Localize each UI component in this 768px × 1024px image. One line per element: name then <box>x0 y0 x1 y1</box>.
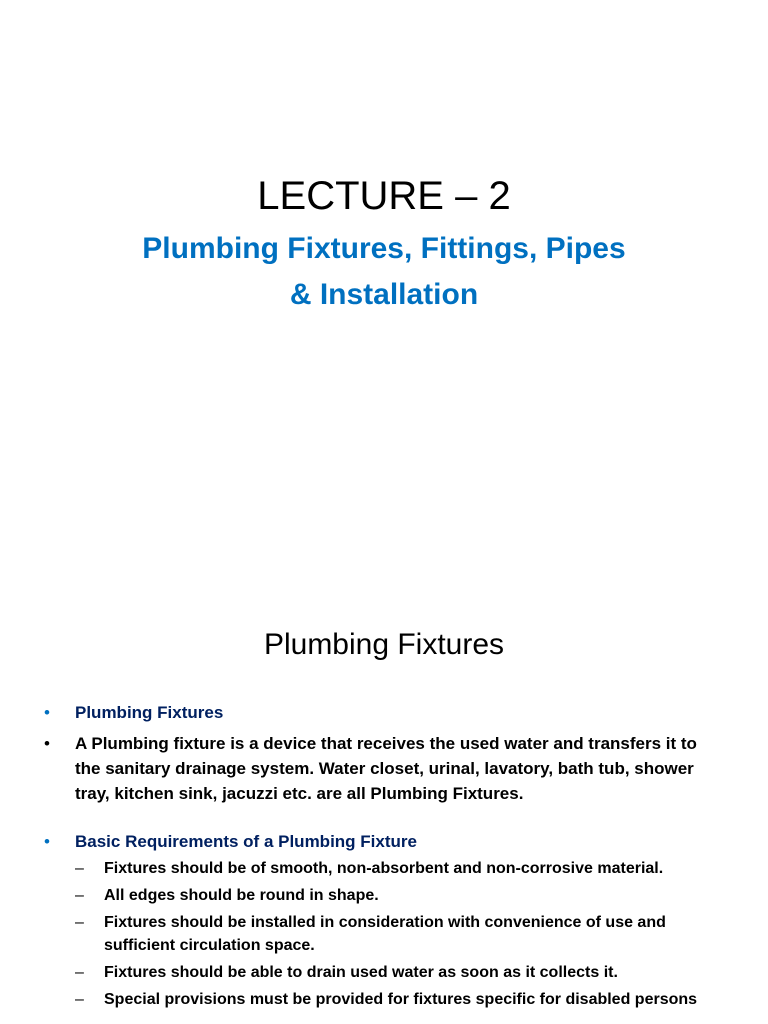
subtitle-line-2: & Installation <box>289 278 479 311</box>
requirement-text: Fixtures should be of smooth, non-absorbent and non-corrosive material. <box>104 860 664 877</box>
bullet-text: Plumbing Fixtures <box>75 703 224 722</box>
dash-marker: – <box>75 860 84 877</box>
bullet-marker: • <box>44 734 50 753</box>
bullet-item-plumbing-fixtures <box>44 700 724 725</box>
requirement-item <box>75 911 724 957</box>
requirement-text: Special provisions must be provided for fixtures specific for disabled persons <box>104 991 698 1008</box>
content-slide <box>0 580 768 1024</box>
dash-marker: – <box>75 887 84 904</box>
dash-marker: – <box>75 914 84 931</box>
requirement-item <box>75 961 724 984</box>
sub-list-container <box>44 857 724 1011</box>
bullet-item-basic-requirements <box>44 829 724 854</box>
requirement-text: All edges should be round in shape. <box>104 887 379 904</box>
dash-marker: – <box>75 964 84 981</box>
bullet-marker: • <box>44 832 50 851</box>
bullet-item-definition <box>44 731 724 806</box>
bullet-text: Basic Requirements of a Plumbing Fixture <box>75 832 417 851</box>
lecture-subtitle <box>0 226 768 318</box>
requirement-text: Fixtures should be installed in consideration with convenience of use and sufficient circulation space. <box>104 914 666 954</box>
bullet-text: A Plumbing fixture is a device that receives the used water and transfers it to the sanitary drainage system. Water closet, urinal, lavatory, bath tub, shower tray, kitchen sink, jacuzzi etc. are all Plumbing Fixtures. <box>75 734 697 803</box>
requirements-list <box>44 857 724 1011</box>
subtitle-line-1: Plumbing Fixtures, Fittings, Pipes <box>142 232 626 265</box>
bullet-marker: • <box>44 703 50 722</box>
lecture-title: LECTURE – 2 <box>257 174 511 218</box>
requirement-text: Fixtures should be able to drain used water as soon as it collects it. <box>104 964 618 981</box>
requirement-item <box>75 857 724 880</box>
slide-heading: Plumbing Fixtures <box>263 628 505 661</box>
bullet-list <box>44 700 724 1015</box>
requirement-item <box>75 988 724 1011</box>
dash-marker: – <box>75 991 84 1008</box>
requirement-item <box>75 884 724 907</box>
